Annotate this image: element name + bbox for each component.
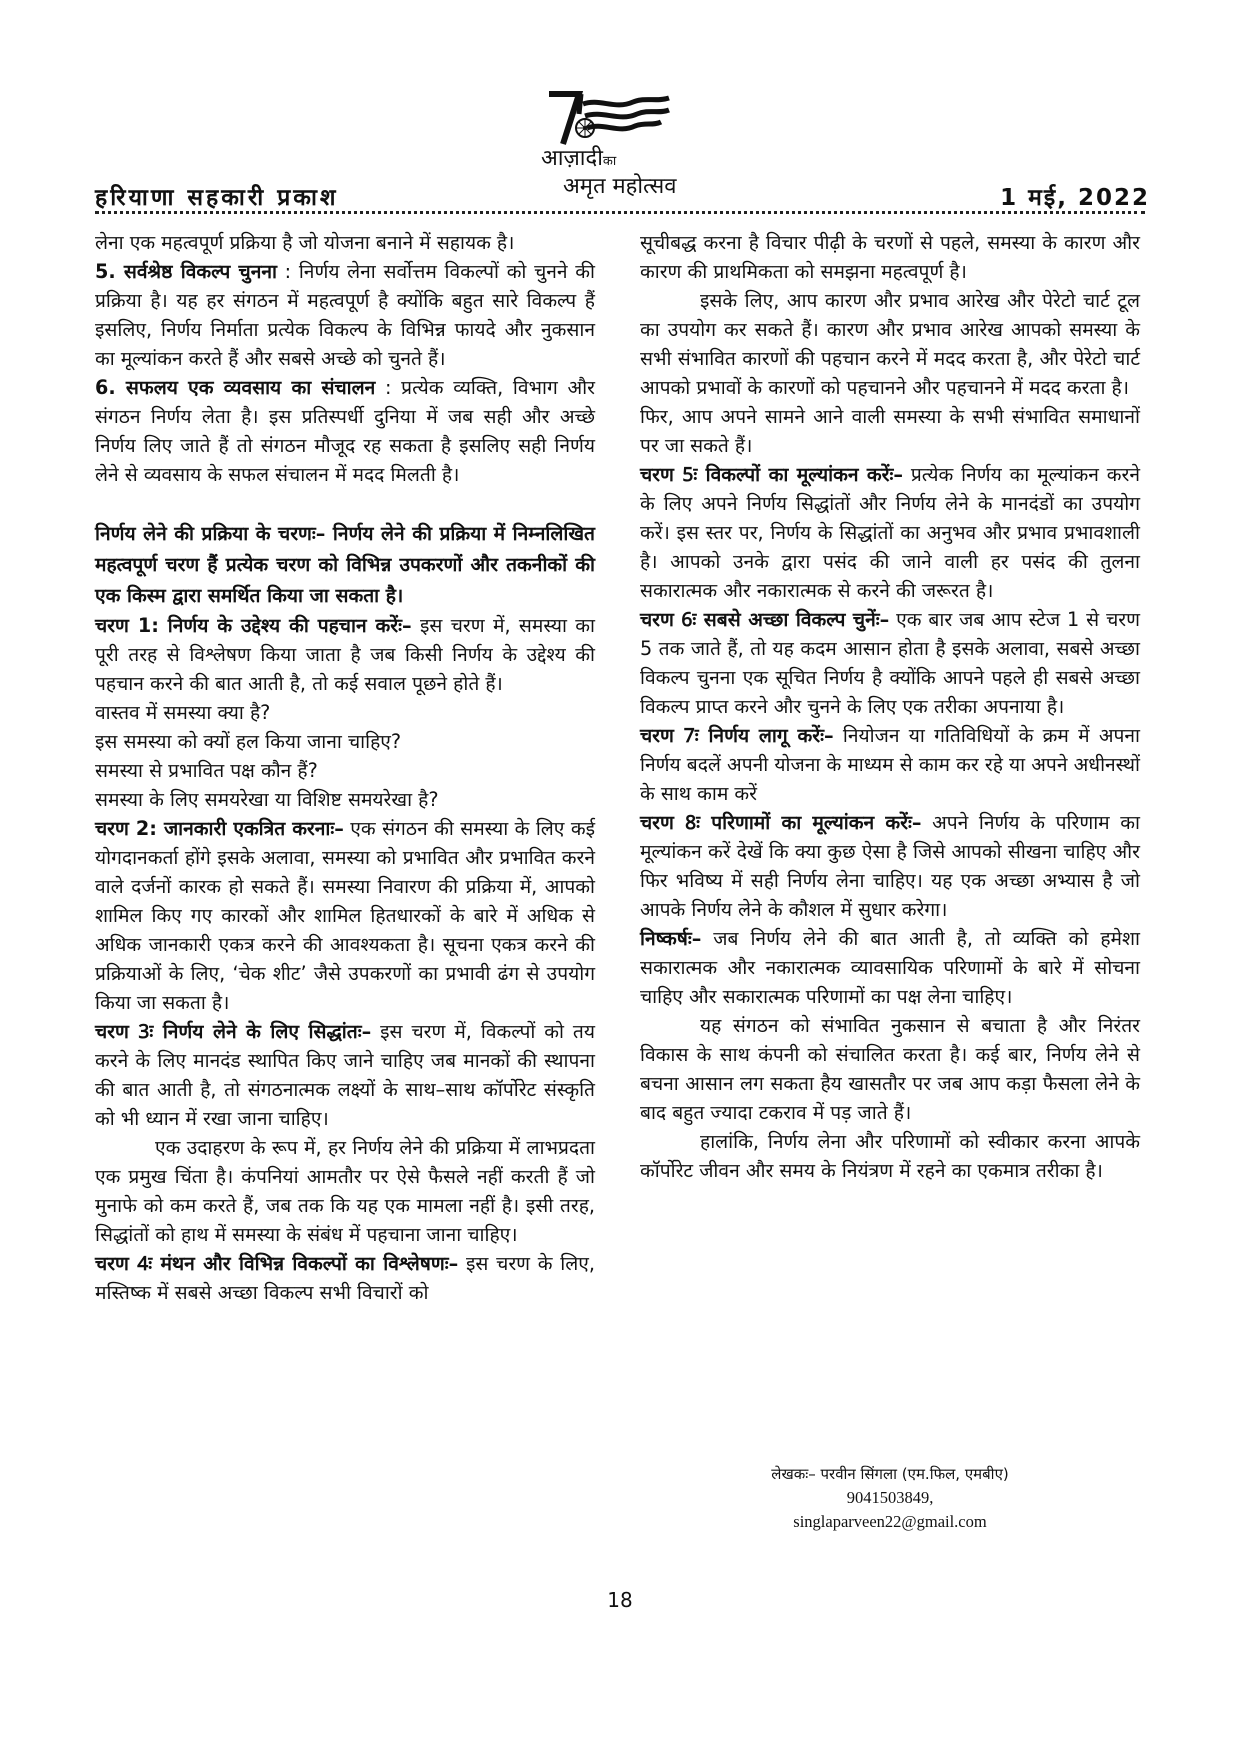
conclusion: निष्कर्षः– जब निर्णय लेने की बात आती है, तो व्यक्ति को हमेशा सकारात्मक और नकारात्मक व्यावसायिक परिणामों के बारे में सोचना चाहिए और सकारात्मक परिणामों का पक्ष लेना चाहिए। [640, 927, 1140, 1008]
conclusion-heading: निष्कर्षः– [640, 927, 702, 950]
author-byline [640, 1462, 1140, 1534]
paragraph: लेना एक महत्वपूर्ण प्रक्रिया है जो योजना बनाने में सहायक है। [95, 231, 515, 254]
issue-date: 1 मई, 2022 [1000, 185, 1150, 211]
logo-75-emblem-icon [545, 88, 675, 150]
paragraph: सूचीबद्ध करना है विचार पीढ़ी के चरणों से पहले, समस्या के कारण और कारण की प्राथमिकता को समझना महत्वपूर्ण है। [640, 231, 1140, 283]
step-4: चरण 4ः मंथन और विभिन्न विकल्पों का विश्लेषणः– इस चरण के लिए, मस्तिष्क में सबसे अच्छा विकल्प सभी विचारों को [95, 1252, 595, 1304]
paragraph-heading: 6. सफलय एक व्यवसाय का संचालन [95, 376, 376, 399]
publication-title: हरियाणा सहकारी प्रकाश [95, 185, 339, 211]
step-heading: चरण 7ः निर्णय लागू करेंः– [640, 724, 834, 747]
process-steps-intro: निर्णय लेने की प्रक्रिया के चरणः– निर्णय लेने की प्रक्रिया में निम्नलिखित महत्वपूर्ण चरण हैं प्रत्येक चरण को विभिन्न उपकरणों और तकनीकों की एक किस्म द्वारा समर्थित किया जा सकता है। [95, 522, 595, 607]
step-1: चरण 1: निर्णय के उद्देश्य की पहचान करेंः– इस चरण में, समस्या का पूरी तरह से विश्लेषण किया जाता है जब किसी निर्णय के उद्देश्य की पहचान करने की बात आती है, तो कई सवाल पूछने होते हैं। [95, 614, 595, 695]
step-6: चरण 6ः सबसे अच्छा विकल्प चुनेंः– एक बार जब आप स्टेज 1 से चरण 5 तक जाते हैं, तो यह कदम आसान होता है इसके अलावा, सबसे अच्छा विकल्प चुनना एक सूचित निर्णय है क्योंकि आपने पहले ही सबसे अच्छा विकल्प प्राप्त करने और चुनने के लिए एक तरीका अपनाया है। [640, 608, 1140, 718]
question-item: वास्तव में समस्या क्या है? [95, 701, 271, 724]
author-name: लेखकः– परवीन सिंगला (एम.फिल, एमबीए) [771, 1465, 1009, 1483]
left-column [95, 228, 595, 1307]
step-3: चरण 3ः निर्णय लेने के लिए सिद्धांतः– इस चरण में, विकल्पों को तय करने के लिए मानदंड स्थापित किए जाने चाहिए जब मानकों की स्थापना की बात आती है, तो संगठनात्मक लक्ष्यों के साथ–साथ कॉर्पोरेट संस्कृति को भी ध्यान में रखा जाना चाहिए। [95, 1020, 595, 1130]
paragraph-heading: 5. सर्वश्रेष्ठ विकल्प चुनना [95, 260, 277, 283]
paragraph: फिर, आप अपने सामने आने वाली समस्या के सभी संभावित समाधानों पर जा सकते हैं। [640, 405, 1140, 457]
step-5: चरण 5ः विकल्पों का मूल्यांकन करेंः– प्रत्येक निर्णय का मूल्यांकन करने के लिए अपने निर्णय सिद्धांतों और निर्णय लेने के मानदंडों का उपयोग करें। इस स्तर पर, निर्णय के सिद्धांतों का अनुभव और प्रभाव प्रभावशाली है। आपको उनके द्वारा पसंद की जाने वाली हर पसंद की तुलना सकारात्मक और नकारात्मक से करने की जरूरत है। [640, 463, 1140, 602]
step-heading: चरण 4ः मंथन और विभिन्न विकल्पों का विश्लेषणः– [95, 1252, 459, 1275]
paragraph: हालांकि, निर्णय लेना और परिणामों को स्वीकार करना आपके कॉर्पोरेट जीवन और समय के नियंत्रण में रहने का एकमात्र तरीका है। [640, 1130, 1140, 1182]
step-2: चरण 2: जानकारी एकत्रित करनाः– एक संगठन की समस्या के लिए कई योगदानकर्ता होंगे इसके अलावा, समस्या को प्रभावित और प्रभावित करने वाले दर्जनों कारक हो सकते हैं। समस्या निवारण की प्रक्रिया में, आपको शामिल किए गए कारकों और शामिल हितधारकों के बारे में अधिक से अधिक जानकारी एकत्र करने की आवश्यकता है। सूचना एकत्र करने की प्रक्रियाओं के लिए, ‘चेक शीट’ जैसे उपकरणों का प्रभावी ढंग से उपयोग किया जा सकता है। [95, 817, 595, 1014]
step-8: चरण 8ः परिणामों का मूल्यांकन करेंः– अपने निर्णय के परिणाम का मूल्यांकन करें देखें कि क्या कुछ ऐसा है जिसे आपको सीखना चाहिए और फिर भविष्य में सही निर्णय लेना चाहिए। यह एक अच्छा अभ्यास है जो आपके निर्णय लेने के कौशल में सुधार करेगा। [640, 811, 1140, 921]
step-heading: चरण 1: निर्णय के उद्देश्य की पहचान करेंः– [95, 614, 412, 637]
paragraph-best-option: 5. सर्वश्रेष्ठ विकल्प चुनना : निर्णय लेना सर्वोत्तम विकल्पों को चुनने की प्रक्रिया है। यह हर संगठन में महत्वपूर्ण है क्योंकि बहुत सारे विकल्प हैं इसलिए, निर्णय निर्माता प्रत्येक विकल्प के विभिन्न फायदे और नुकसान का मूल्यांकन करते हैं और सबसे अच्छे को चुनते हैं। [95, 260, 595, 370]
question-item: समस्या के लिए समयरेखा या विशिष्ट समयरेखा है? [95, 788, 439, 811]
logo-text-azadi: आज़ादीका [541, 146, 617, 171]
author-email: singlaparveen22@gmail.com [793, 1512, 987, 1531]
azadi-ka-amrit-mahotsav-logo [525, 88, 735, 206]
author-phone: 9041503849, [846, 1488, 934, 1507]
paragraph: यह संगठन को संभावित नुकसान से बचाता है और निरंतर विकास के साथ कंपनी को संचालित करता है। कई बार, निर्णय लेने से बचना आसान लग सकता हैय खासतौर पर जब आप कड़ा फैसला लेने के बाद बहुत ज्यादा टकराव में पड़ जाते हैं। [640, 1014, 1140, 1124]
paragraph-example: एक उदाहरण के रूप में, हर निर्णय लेने की प्रक्रिया में लाभप्रदता एक प्रमुख चिंता है। कंपनियां आमतौर पर ऐसे फैसले नहीं करती हैं जो मुनाफे को कम करते हैं, जब तक कि यह एक मामला नहीं है। इसी तरह, सिद्धांतों को हाथ में समस्या के संबंध में पहचाना जाना चाहिए। [95, 1136, 595, 1246]
page-number: 18 [607, 1588, 633, 1612]
paragraph-business-operation: 6. सफलय एक व्यवसाय का संचालन : प्रत्येक व्यक्ति, विभाग और संगठन निर्णय लेता है। इस प्रतिस्पर्धी दुनिया में जब सही और अच्छे निर्णय लिए जाते हैं तो संगठन मौजूद रह सकता है इसलिए सही निर्णय लेने से व्यवसाय के सफल संचालन में मदद मिलती है। [95, 376, 595, 486]
question-item: इस समस्या को क्यों हल किया जाना चाहिए? [95, 730, 402, 753]
step-7: चरण 7ः निर्णय लागू करेंः– नियोजन या गतिविधियों के क्रम में अपना निर्णय बदलें अपनी योजना के माध्यम से काम कर रहे या अपने अधीनस्थों के साथ काम करें [640, 724, 1140, 805]
logo-text-amrit-mahotsav: अमृत महोत्सव [563, 174, 677, 199]
question-item: समस्या से प्रभावित पक्ष कौन हैं? [95, 759, 318, 782]
header-dotted-divider [95, 211, 1145, 214]
step-heading: चरण 8ः परिणामों का मूल्यांकन करेंः– [640, 811, 922, 834]
step-heading: चरण 2: जानकारी एकत्रित करनाः– [95, 817, 344, 840]
step-heading: चरण 3ः निर्णय लेने के लिए सिद्धांतः– [95, 1020, 372, 1043]
paragraph: इसके लिए, आप कारण और प्रभाव आरेख और पेरेटो चार्ट टूल का उपयोग कर सकते हैं। कारण और प्रभाव आरेख आपको समस्या के सभी संभावित कारणों की पहचान करने में मदद करता है, और पेरेटो चार्ट आपको प्रभावों के कारणों को पहचानने और पहचानने में मदद करता है। [640, 289, 1140, 399]
step-heading: चरण 6ः सबसे अच्छा विकल्प चुनेंः– [640, 608, 890, 631]
step-heading: चरण 5ः विकल्पों का मूल्यांकन करेंः– [640, 463, 903, 486]
right-column [640, 228, 1140, 1185]
